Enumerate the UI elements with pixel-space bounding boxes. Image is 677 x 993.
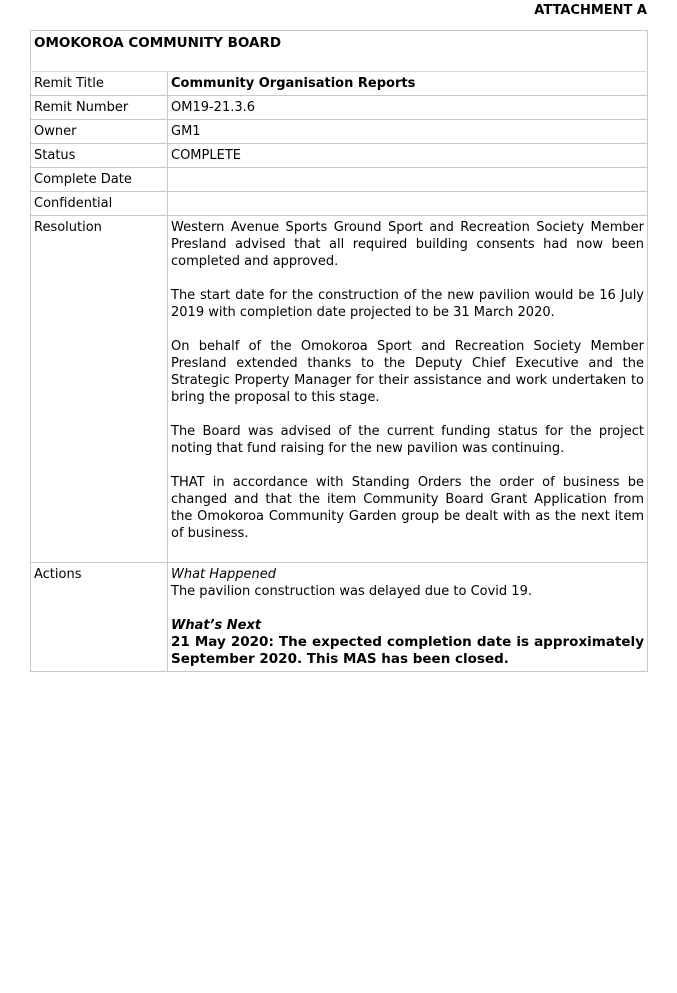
- complete-date-label: Complete Date: [31, 168, 168, 192]
- resolution-row: [31, 216, 648, 563]
- resolution-paragraph: Western Avenue Sports Ground Sport and Recreation Society Member Presland advised that all required building consents had now been completed and approved.: [171, 220, 644, 269]
- actions-label: Actions: [31, 563, 168, 672]
- board-title: OMOKOROA COMMUNITY BOARD: [31, 31, 648, 72]
- status-value: COMPLETE: [168, 144, 648, 168]
- attachment-label: ATTACHMENT A: [534, 3, 647, 18]
- whats-next-text: 21 May 2020: The expected completion date is approximately September 2020. This MAS has been closed.: [171, 634, 644, 667]
- confidential-label: Confidential: [31, 192, 168, 216]
- resolution-paragraph: THAT in accordance with Standing Orders the order of business be changed and that the item Community Board Grant Application from the Omokoroa Community Garden group be dealt with as the next item of business.: [171, 475, 644, 541]
- complete-date-row: [31, 168, 648, 192]
- actions-text: [168, 563, 648, 672]
- resolution-paragraph: The Board was advised of the current funding status for the project noting that fund raising for the new pavilion was continuing.: [171, 424, 644, 456]
- whats-next-heading: What’s Next: [171, 618, 262, 633]
- remit-title-row: [31, 72, 648, 96]
- resolution-paragraph: The start date for the construction of the new pavilion would be 16 July 2019 with completion date projected to be 31 March 2020.: [171, 288, 644, 320]
- resolution-text: [168, 216, 648, 563]
- remit-title-value: Community Organisation Reports: [168, 72, 648, 96]
- resolution-paragraph: On behalf of the Omokoroa Sport and Recreation Society Member Presland extended thanks to the Deputy Chief Executive and the Strategic Property Manager for their assistance and work undertaken to bring the proposal to this stage.: [171, 339, 644, 405]
- remit-number-label: Remit Number: [31, 96, 168, 120]
- remit-table: [30, 30, 648, 672]
- what-happened-text: The pavilion construction was delayed due to Covid 19.: [171, 584, 532, 599]
- remit-number-row: [31, 96, 648, 120]
- owner-row: [31, 120, 648, 144]
- confidential-row: [31, 192, 648, 216]
- board-row: [31, 31, 648, 72]
- complete-date-value: [168, 168, 648, 192]
- confidential-value: [168, 192, 648, 216]
- remit-number-value: OM19-21.3.6: [168, 96, 648, 120]
- status-row: [31, 144, 648, 168]
- what-happened-heading: What Happened: [171, 567, 277, 582]
- owner-value: GM1: [168, 120, 648, 144]
- owner-label: Owner: [31, 120, 168, 144]
- status-label: Status: [31, 144, 168, 168]
- remit-title-label: Remit Title: [31, 72, 168, 96]
- actions-row: [31, 563, 648, 672]
- resolution-label: Resolution: [31, 216, 168, 563]
